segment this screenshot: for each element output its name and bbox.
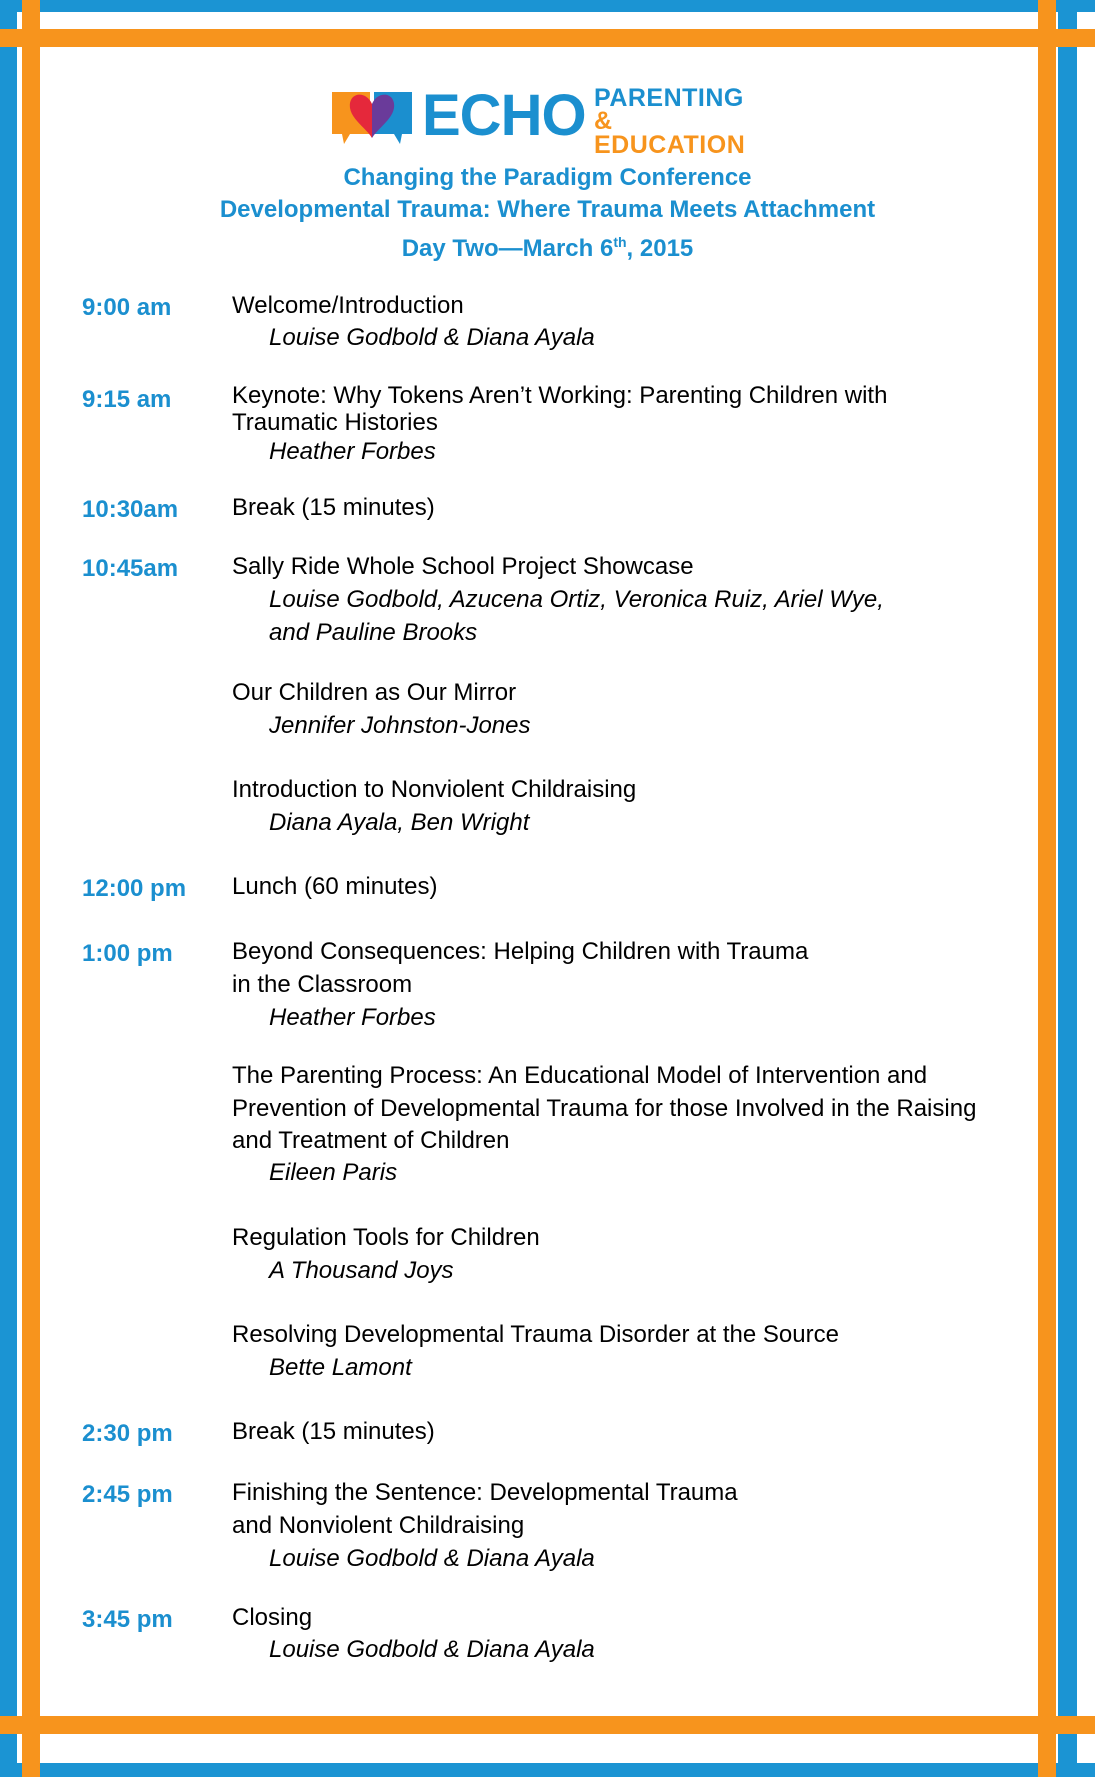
logo-education-text: & EDUCATION (594, 107, 746, 159)
frame-bottom-orange (0, 1716, 1095, 1734)
session-title: Regulation Tools for Children (232, 1224, 540, 1251)
session-title: Break (15 minutes) (232, 1418, 435, 1445)
session-title: Break (15 minutes) (232, 494, 435, 521)
logo-echo-text: ECHO (422, 83, 586, 148)
session-title: Lunch (60 minutes) (232, 873, 438, 900)
conference-header (0, 162, 1095, 265)
session-time: 2:45 pm (82, 1481, 173, 1508)
logo-parenting-text: PARENTING (594, 84, 744, 112)
session-speaker: Bette Lamont (269, 1354, 412, 1381)
session-time: 10:30am (82, 496, 179, 523)
session-title: Closing (232, 1604, 313, 1631)
session-speaker: Heather Forbes (269, 1004, 436, 1031)
frame-top-orange (0, 29, 1095, 47)
session-title: Prevention of Developmental Trauma for those Involved in the Raising (232, 1095, 977, 1122)
frame-right-orange (1038, 0, 1056, 1777)
session-speaker: Eileen Paris (269, 1159, 398, 1186)
echo-logo (330, 83, 770, 159)
session-title: Introduction to Nonviolent Childraising (232, 776, 637, 803)
session-time: 9:15 am (82, 386, 172, 413)
session-speaker: Heather Forbes (269, 438, 436, 465)
session-time: 12:00 pm (82, 875, 187, 902)
session-speaker: A Thousand Joys (269, 1257, 454, 1284)
conference-subtitle: Developmental Trauma: Where Trauma Meets Attachment (219, 196, 876, 223)
session-title: Finishing the Sentence: Developmental Trauma (232, 1479, 738, 1506)
session-title: Our Children as Our Mirror (232, 679, 517, 706)
session-time: 2:30 pm (82, 1420, 173, 1447)
frame-left-blue (0, 0, 17, 1777)
conference-date: Day Two—March 6th, 2015 (401, 234, 694, 262)
session-title: Resolving Developmental Trauma Disorder at the Source (232, 1321, 839, 1348)
session-speaker: Louise Godbold & Diana Ayala (269, 324, 595, 351)
session-title: Keynote: Why Tokens Aren’t Working: Parenting Children with Traumatic Histories (232, 382, 888, 436)
session-title: The Parenting Process: An Educational Model of Intervention and (232, 1062, 928, 1089)
session-title: Welcome/Introduction (232, 292, 464, 319)
session-title: Sally Ride Whole School Project Showcase (232, 553, 694, 580)
session-title: Beyond Consequences: Helping Children with Trauma (232, 938, 809, 965)
session-speaker: Jennifer Johnston-Jones (269, 712, 531, 739)
session-time: 3:45 pm (82, 1606, 173, 1633)
speech-hearts-icon (330, 84, 414, 148)
frame-top-blue (0, 0, 1095, 12)
session-speaker: Louise Godbold, Azucena Ortiz, Veronica Ruiz, Ariel Wye, (269, 586, 884, 613)
session-speaker: and Pauline Brooks (269, 619, 478, 646)
session-title: and Treatment of Children (232, 1127, 510, 1154)
session-speaker: Louise Godbold & Diana Ayala (269, 1545, 595, 1572)
frame-bottom-blue (0, 1763, 1095, 1777)
session-speaker: Louise Godbold & Diana Ayala (269, 1636, 595, 1663)
session-speaker: Diana Ayala, Ben Wright (269, 809, 530, 836)
frame-left-orange (22, 0, 40, 1777)
session-time: 9:00 am (82, 294, 172, 321)
session-time: 10:45am (82, 555, 179, 582)
session-title: in the Classroom (232, 971, 413, 998)
conference-title: Changing the Paradigm Conference (343, 164, 752, 191)
frame-right-blue (1058, 0, 1077, 1777)
session-title: and Nonviolent Childraising (232, 1512, 525, 1539)
session-time: 1:00 pm (82, 940, 173, 967)
